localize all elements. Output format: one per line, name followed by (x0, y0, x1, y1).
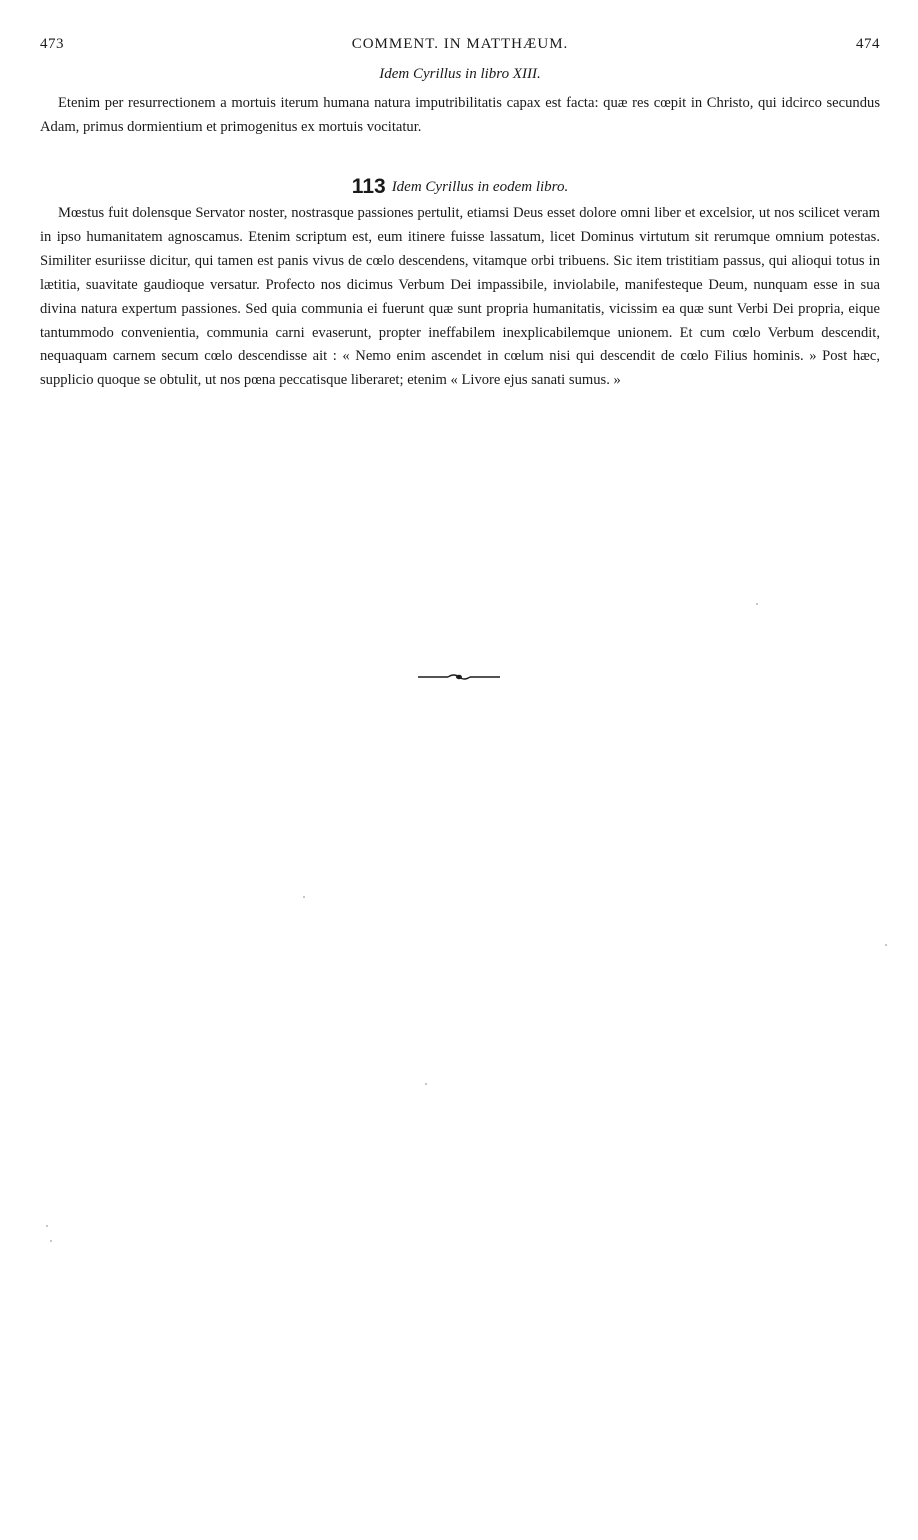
scan-speck (46, 1225, 48, 1227)
section-heading-text: Idem Cyrillus in libro XIII. (379, 66, 541, 82)
section-paragraph: Mœstus fuit dolensque Servator noster, nostrasque passiones pertulit, etiamsi Deus esset dolore omni liber et excelsior, ut nos scilicet veram in ipso humanitatem agnoscamus. Etenim scriptum est, eum itinere fuisse lassatum, licet Dominus virtutum sit rerumque omnium potestas. Similiter esuriisse dicitur, qui tamen est panis vivus de cœlo descendens, vitamque orbi tribuens. Sic item tristitiam passus, qui alioqui totus in lætitia, suavitate gaudioque versatur. Profecto nos dicimus Verbum Dei impassibile, inviolabile, manifesteque Deum, nunquam esse in sua divina natura expertum passiones. Sed quia communia ei fuerunt quæ sunt propria humanitatis, vicissim ea quæ sunt Verbi Dei propria, eique tantummodo convenientia, communia carni evaserunt, propter ineffabilem inexplicabilemque unionem. Et cum cœlo Verbum descendit, nequaquam carnem secum cœlo descendisse ait : « Nemo enim ascendet in cœlum nisi qui descendit de cœlo Filius hominis. » Post hæc, supplicio quoque se obtulit, ut nos pœna peccatisque liberaret; etenim « Livore ejus sanati sumus. » (40, 205, 880, 389)
section-heading-text: Idem Cyrillus in eodem libro. (391, 179, 569, 195)
section-heading (40, 66, 880, 83)
scan-speck (425, 1083, 427, 1085)
page-number-left: 473 (40, 36, 64, 52)
scan-speck (756, 603, 758, 605)
scan-speck (303, 896, 305, 898)
page-number-right: 474 (856, 36, 880, 52)
running-title: COMMENT. IN MATTHÆUM. (351, 36, 569, 52)
scan-speck (50, 1240, 52, 1242)
section-heading (40, 175, 880, 199)
scan-speck (885, 944, 887, 946)
running-header (40, 36, 880, 56)
end-ornament-icon (418, 672, 500, 682)
section-paragraph: Etenim per resurrectionem a mortuis iterum humana natura imputribilitatis capax est facta: quæ res cœpit in Christo, qui idcirco secundus Adam, primus dormientium et primogenitus ex mortuis vocitatur. (40, 95, 880, 135)
section-number: 113 (351, 175, 386, 198)
